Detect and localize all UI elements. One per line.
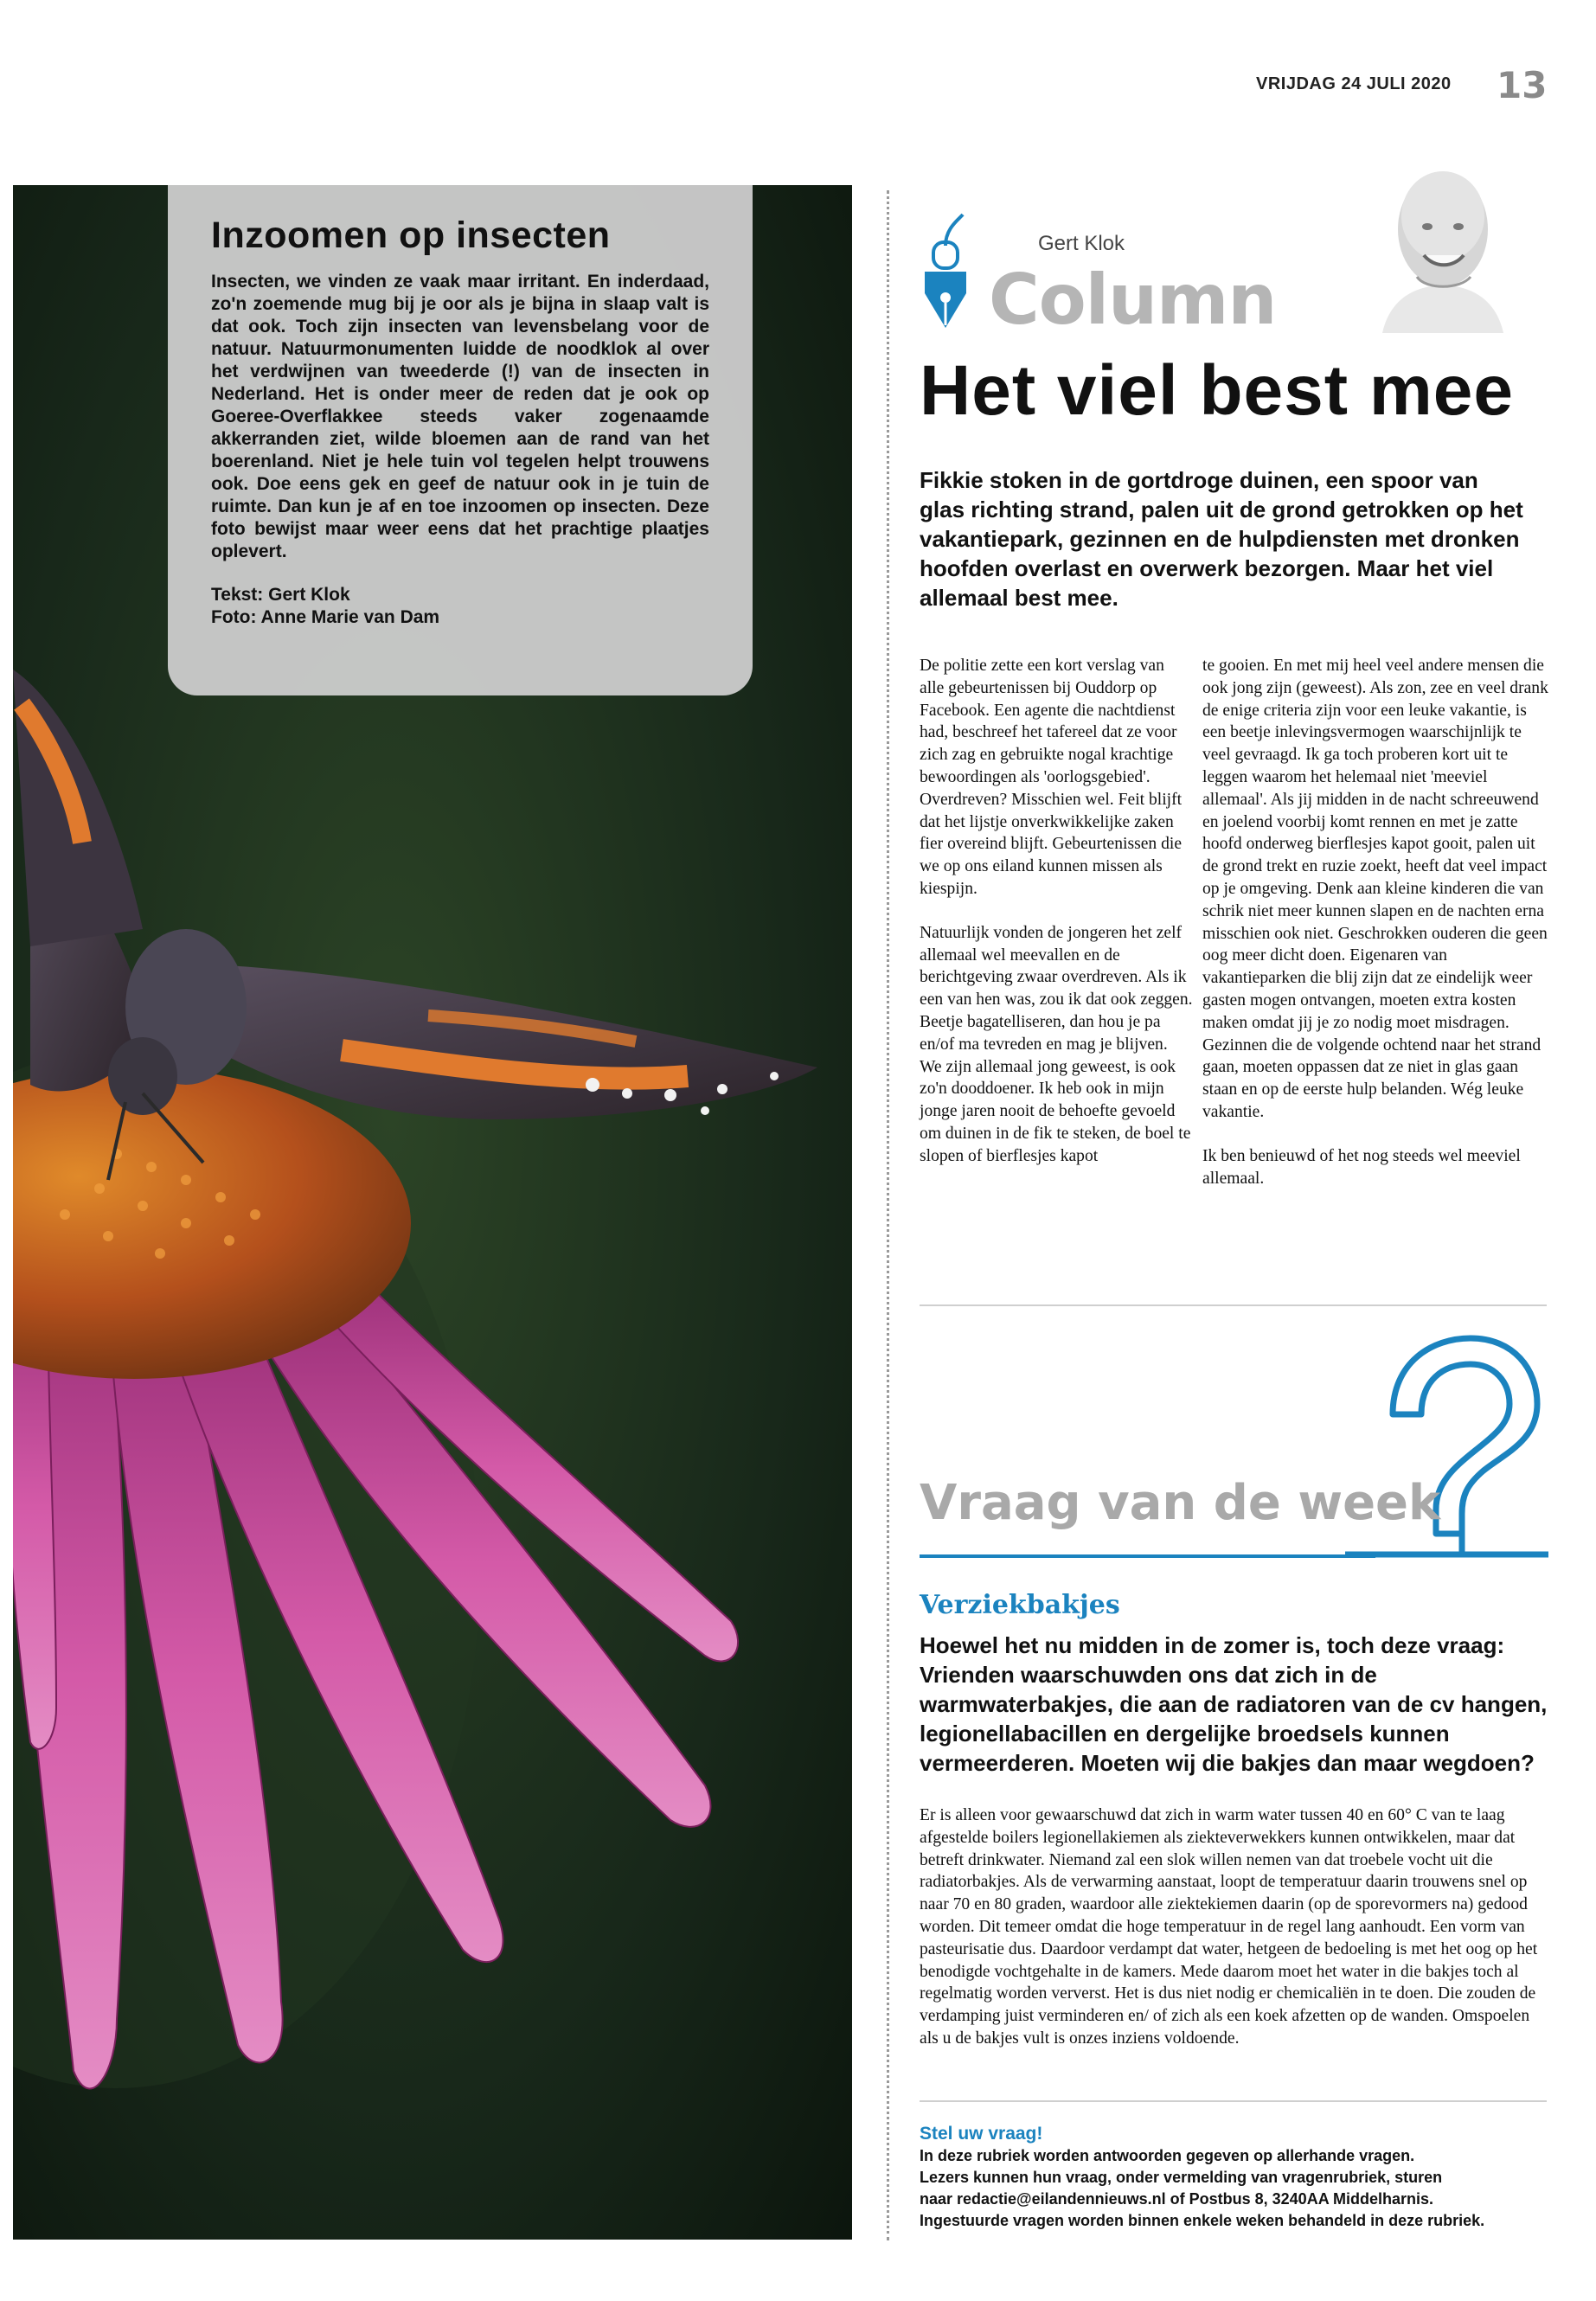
column-headline: Het viel best mee — [920, 351, 1514, 430]
stel-line: In deze rubriek worden antwoorden gegeven op allerhande vragen. — [920, 2147, 1415, 2164]
issue-date: VRIJDAG 24 JULI 2020 — [1256, 74, 1452, 93]
stel-uw-vraag-title: Stel uw vraag! — [920, 2124, 1043, 2144]
vraag-title-underline — [920, 1554, 1375, 1558]
text-credit: Tekst: Gert Klok — [211, 585, 350, 605]
column-divider — [887, 190, 889, 2240]
pen-nib-mouse-icon — [920, 211, 971, 332]
column-text-right — [1202, 655, 1548, 1211]
section-divider — [920, 1304, 1547, 1306]
vraag-subtitle: Verziekbakjes — [920, 1590, 1120, 1620]
vraag-title: Vraag van de week — [920, 1475, 1441, 1531]
vraag-question: Hoewel het nu midden in de zomer is, toch deze vraag: Vrienden waarschuwden ons dat zich in de warmwaterbakjes, die aan de radiatoren van de cv hangen, legionellabacillen en dergelijke broedsels kunnen vermeerderen. Moeten wij die bakjes dan maar wegdoen? — [920, 1632, 1548, 1776]
column-paragraph: Natuurlijk vonden de jongeren het zelf allemaal wel meevallen en de berichtgeving zwaar overdreven. Als ik een van hen was, zou ik dat ook zeggen. Beetje bagatelliseren, dan hou je pa en/of ma tevreden en mag je blijven. We zijn allemaal jong geweest, is ook zo'n dooddoener. Ik heb ook in mijn jonge jaren nooit de behoefte gevoeld om duinen in de fik te steken, de boel te slopen of bierflesjes kapot — [920, 923, 1193, 1165]
page-number: 13 — [1497, 64, 1548, 106]
caption-body: Insecten, we vinden ze vaak maar irritant. En inderdaad, zo'n zoemende mug bij je oor als je bijna in slaap valt is dat ook. Toch zijn insecten van levensbelang voor de natuur. Natuurmonumenten luidde de noodklok al over het verdwijnen van tweederde (!) van de insecten in Nederland. Het is onder meer de reden dat je ook op Goeree-Overflakkee steeds vaker zogenaamde akkerranden ziet, wilde bloemen aan de rand van het boerenland. Niet je hele tuin vol tegelen helpt trouwens ook. Doe eens gek en geef de natuur ook in je tuin de ruimte. Dan kun je af en toe inzoomen op insecten. Deze foto bewijst maar weer eens dat het prachtige plaatjes oplevert. — [211, 272, 709, 561]
caption-title: Inzoomen op insecten — [211, 215, 611, 256]
stel-uw-vraag-text — [920, 2145, 1560, 2232]
photo-caption-box — [168, 185, 753, 695]
column-paragraph: te gooien. En met mij heel veel andere mensen die ook jong zijn (geweest). Als zon, zee en veel drank de enige criteria zijn voor een leuke vakantie, is een beetje inlevingsvermogen waarschijnlijk te veel gevraagd. Ik ga toch proberen kort uit te leggen waarom het helemaal niet 'meeviel allemaal'. Als jij midden in de nacht schreeuwend en joelend voorbij komt rennen en met je zatte hoofd onderweg bierflesjes kapot gooit, palen uit de grond trekt en ruzie zoekt, heeft dat veel impact op je omgeving. Denk aan kleine kinderen die van schrik niet meer kunnen slapen en de nachten erna misschien ook niet. Geschrokken ouderen die geen oog meer dicht doen. Eigenaren van vakantieparken die blij zijn dat ze eindelijk weer gasten mogen ontvangen, moeten extra kosten maken omdat jij je zo nodig moet misdragen. Gezinnen die de volgende ochtend naar het strand gaan, moeten oppassen dat ze niet in glas gaan staan en op de eerste hulp belanden. Wég leuke vakantie. — [1202, 657, 1548, 1121]
author-portrait — [1374, 147, 1512, 333]
photo-credit: Foto: Anne Marie van Dam — [211, 607, 440, 627]
stel-line: naar redactie@eilandennieuws.nl of Postbus 8, 3240AA Middelharnis. — [920, 2190, 1434, 2208]
section-divider — [920, 2100, 1547, 2102]
caption-credits — [211, 584, 709, 629]
vraag-answer: Er is alleen voor gewaarschuwd dat zich in warm water tussen 40 en 60° C van te laag afgestelde boilers legionellakiemen als ziekteverwekkers kunnen ontwikkelen, maar dat betreft drinkwater. Niemand zal een slok willen nemen van dat troebele vocht uit die radiatorbakjes. Als de verwarming aanstaat, loopt de temperatuur daarin trouwens snel op naar 70 en 80 graden, waardoor alle ziektekiemen daarin (op de sporevormers na) gedood worden. Dit temeer omdat die hoge temperatuur in de regel lang aanhoudt. Een vorm van pasteurisatie dus. Daardoor verdampt dat water, hetgeen de bedoeling is met het oog op het benodigde vochtgehalte in de kamers. Mede daarom moet het water in die bakjes toch al regelmatig worden ververst. Het is dus niet nodig er chemicaliën in te doen. Die zouden de verdamping juist verminderen en/ of zich als een koek afzetten op de wanden. Omspoelen als u de bakjes vult is onzes inziens voldoende. — [920, 1806, 1538, 2048]
stel-line: Lezers kunnen hun vraag, onder vermelding van vragenrubriek, sturen — [920, 2169, 1443, 2186]
column-paragraph: Ik ben benieuwd of het nog steeds wel meeviel allemaal. — [1202, 1146, 1521, 1188]
column-text-left — [920, 655, 1193, 1189]
column-paragraph: De politie zette een kort verslag van alle gebeurtenissen bij Ouddorp op Facebook. Een agente die nachtdienst had, beschreef het tafereel dat ze voor zich zag en gebruikte nogal krachtige bewoordingen als 'oorlogsgebied'. Overdreven? Misschien wel. Feit blijft dat het lijstje onverkwikkelijke zaken fier overeind blijft. Gebeurtenissen die we op ons eiland kunnen missen als kiespijn. — [920, 657, 1183, 898]
column-lead: Fikkie stoken in de gortdroge duinen, een spoor van glas richting strand, palen uit de grond getrokken op het vakantiepark, gezinnen en de hulpdiensten met dronken hoofden overlast en overwerk bezorgen. Maar het viel allemaal best mee. — [920, 467, 1523, 611]
column-label: Column — [989, 260, 1277, 340]
column-author: Gert Klok — [1038, 232, 1125, 255]
stel-line: Ingestuurde vragen worden binnen enkele weken behandeld in deze rubriek. — [920, 2212, 1485, 2229]
